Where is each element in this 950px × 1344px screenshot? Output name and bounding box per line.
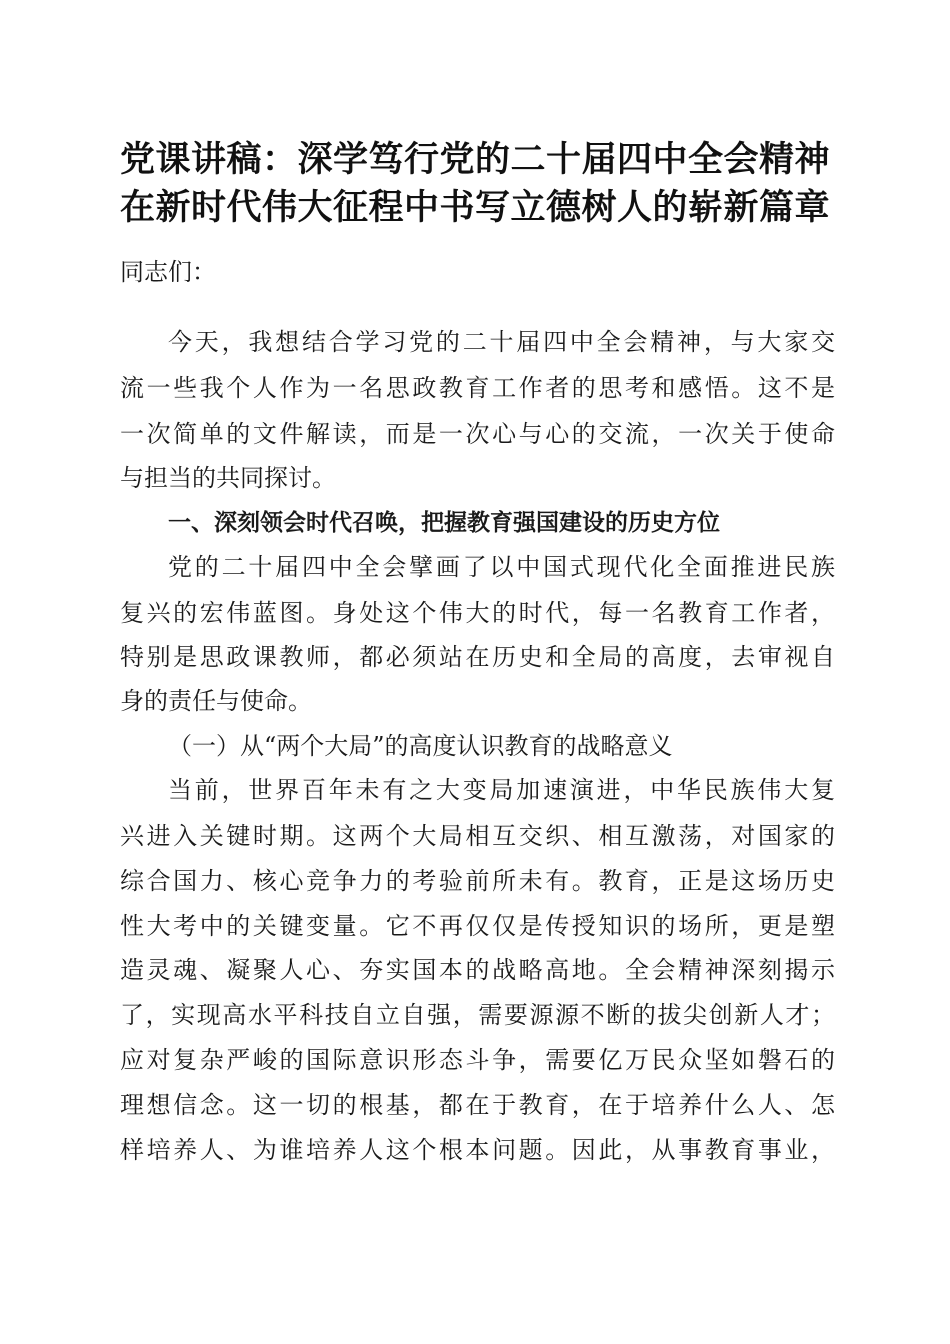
- subsection-heading: （一）从“两个大局”的高度认识教育的战略意义: [168, 732, 673, 760]
- salutation: 同志们：: [120, 258, 216, 286]
- paragraph-line: 当前，世界百年未有之大变局加速演进，中华民族伟大复: [168, 776, 835, 804]
- paragraph-line: 兴进入关键时期。这两个大局相互交织、相互激荡，对国家的: [120, 822, 835, 850]
- section-heading: 一、深刻领会时代召唤，把握教育强国建设的历史方位: [168, 510, 720, 536]
- paragraph-line: 特别是思政课教师，都必须站在历史和全局的高度，去审视自: [120, 643, 835, 671]
- document-title-line-2: 在新时代伟大征程中书写立德树人的崭新篇章: [119, 187, 830, 228]
- paragraph-line: 与担当的共同探讨。: [120, 464, 336, 492]
- paragraph-line: 一次简单的文件解读，而是一次心与心的交流，一次关于使命: [120, 420, 835, 448]
- paragraph-line: 应对复杂严峻的国际意识形态斗争，需要亿万民众坚如磐石的: [120, 1046, 835, 1074]
- document-title-line-1: 党课讲稿：深学笃行党的二十届四中全会精神: [119, 139, 830, 180]
- paragraph-line: 党的二十届四中全会擘画了以中国式现代化全面推进民族: [168, 553, 835, 581]
- paragraph-line: 今天，我想结合学习党的二十届四中全会精神，与大家交: [168, 328, 835, 356]
- paragraph-line: 流一些我个人作为一名思政教育工作者的思考和感悟。这不是: [120, 374, 835, 402]
- paragraph-line: 了，实现高水平科技自立自强，需要源源不断的拔尖创新人才；: [120, 1001, 835, 1029]
- paragraph-line: 理想信念。这一切的根基，都在于教育，在于培养什么人、怎: [120, 1091, 835, 1119]
- paragraph-line: 样培养人、为谁培养人这个根本问题。因此，从事教育事业，: [120, 1136, 835, 1164]
- paragraph-line: 综合国力、核心竞争力的考验前所未有。教育，正是这场历史: [120, 867, 835, 895]
- paragraph-line: 性大考中的关键变量。它不再仅仅是传授知识的场所，更是塑: [120, 912, 835, 940]
- paragraph-line: 造灵魂、凝聚人心、夯实国本的战略高地。全会精神深刻揭示: [120, 956, 835, 984]
- paragraph-line: 身的责任与使命。: [120, 687, 312, 715]
- paragraph-line: 复兴的宏伟蓝图。身处这个伟大的时代，每一名教育工作者，: [120, 599, 835, 627]
